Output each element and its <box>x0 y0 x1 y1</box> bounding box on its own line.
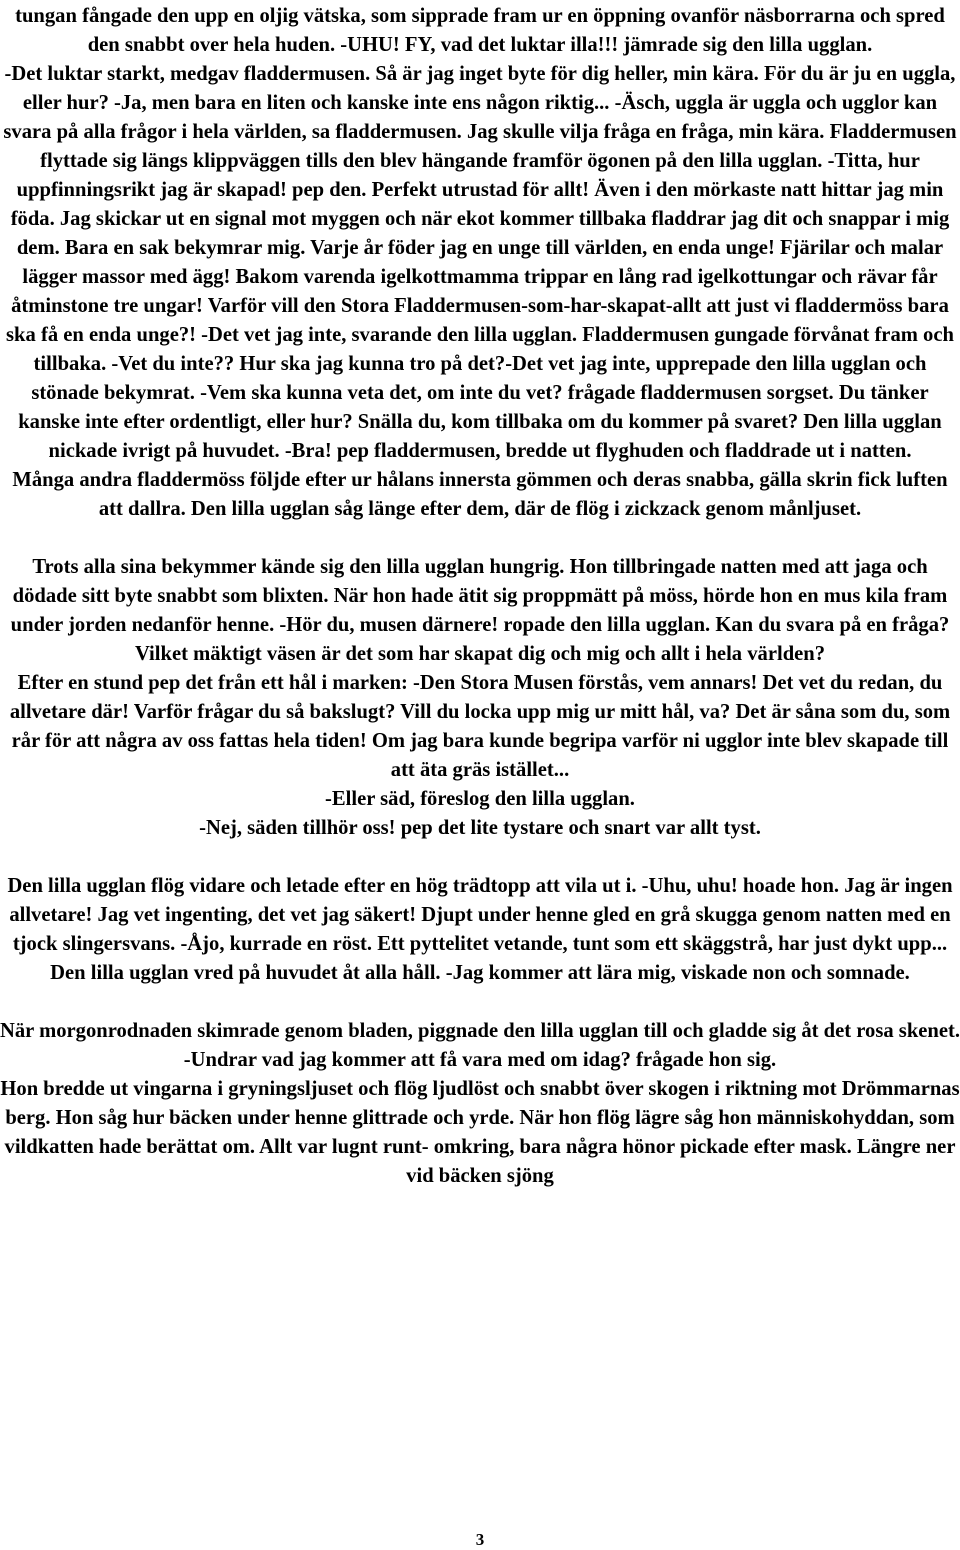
text-body <box>0 2 960 1191</box>
paragraph: Hon bredde ut vingarna i gryningsljuset och flög ljudlöst och snabbt över skogen i riktning mot Drömmarnas berg. Hon såg hur bäcken under henne glittrade och yrde. När hon flög lägre såg hon människohyddan, som vildkatten hade berättat om. Allt var lugnt runt- omkring, bara några hönor pickade efter mask. Längre ner vid bäcken sjöng <box>0 1078 960 1187</box>
paragraph: Den lilla ugglan flög vidare och letade efter en hög trädtopp att vila ut i. -Uhu, uhu! hoade hon. Jag är ingen allvetare! Jag vet ingenting, det vet jag säkert! Djupt under henne gled en grå skugga genom natten med en tjock slingersvans. -Åjo, kurrade en röst. Ett pyttelitet vetande, tunt som ett skäggstrå, har just dykt upp... Den lilla ugglan vred på huvudet åt alla håll. -Jag kommer att lära mig, viskade non och somnade. <box>7 875 953 984</box>
paragraph: Många andra fladdermöss följde efter ur hålans innersta gömmen och deras snabba, gälla skrin fick luften att dallra. Den lilla ugglan såg länge efter dem, där de flög i zickzack genom månljuset. <box>12 469 948 520</box>
paragraph: -Nej, säden tillhör oss! pep det lite tystare och snart var allt tyst. <box>199 817 761 839</box>
paragraph: Efter en stund pep det från ett hål i marken: -Den Stora Musen förstås, vem annars! Det vet du redan, du allvetare där! Varför frågar du så bakslugt? Vill du locka upp mig ur mitt hål, va? Det är såna som du, som rår för att några av oss fattas hela tiden! Om jag bara kunde begripa varför ni ugglor inte blev skapade till att äta gräs istället... <box>9 672 951 781</box>
paragraph: tungan fångade den upp en oljig vätska, som sipprade fram ur en öppning ovanför näsborrarna och spred den snabbt over hela huden. -UHU! FY, vad det luktar illa!!! jämrade sig den lilla ugglan. <box>15 5 945 56</box>
paragraph-gap <box>0 843 960 872</box>
paragraph: Trots alla sina bekymmer kände sig den lilla ugglan hungrig. Hon tillbringade natten med att jaga och dödade sitt byte snabbt som blixten. När hon hade ätit sig proppmätt på möss, hörde hon en mus kila fram under jorden nedanför henne. -Hör du, musen därnere! ropade den lilla ugglan. Kan du svara på en fråga? Vilket mäktigt väsen är det som har skapat dig och mig och allt i hela världen? <box>10 556 950 665</box>
paragraph: När morgonrodnaden skimrade genom bladen, piggnade den lilla ugglan till och gladde sig åt det rosa skenet. <box>0 1020 960 1042</box>
page-number: 3 <box>475 1530 485 1549</box>
paragraph: -Eller säd, föreslog den lilla ugglan. <box>325 788 635 810</box>
paragraph-gap <box>0 988 960 1017</box>
paragraph: -Det luktar starkt, medgav fladdermusen. Så är jag inget byte för dig heller, min kära. För du är ju en uggla, eller hur? -Ja, men bara en liten och kanske inte ens någon riktig... -Äsch, uggla är uggla och ugglor kan svara på alla frågor i hela världen, sa fladdermusen. Jag skulle vilja fråga en fråga, min kära. Fladdermusen flyttade sig längs klippväggen tills den blev hängande framför ögonen på den lilla ugglan. -Titta, hur uppfinningsrikt jag är skapad! pep den. Perfekt utrustad för allt! Även i den mörkaste natt hittar jag min föda. Jag skickar ut en signal mot myggen och när ekot kommer tillbaka fladdrar jag dit och snappar i mig dem. Bara en sak bekymrar mig. Varje år föder jag en unge till världen, en enda unge! Fjärilar och malar lägger massor med ägg! Bakom varenda igelkottmamma trippar en lång rad igelkottungar och rävar får åtminstone tre ungar! Varför vill den Stora Fladdermusen-som-har-skapat-allt att just vi fladdermöss bara ska få en enda unge?! -Det vet jag inte, svarande den lilla ugglan. Fladdermusen gungade förvånat fram och tillbaka. -Vet du inte?? Hur ska jag kunna tro på det?-Det vet jag inte, upprepade den lilla ugglan och stönade bekymrat. -Vem ska kunna veta det, om inte du vet? frågade fladdermusen sorgset. Du tänker kanske inte efter ordentligt, eller hur? Snälla du, kom tillbaka om du kommer på svaret? Den lilla ugglan nickade ivrigt på huvudet. -Bra! pep fladdermusen, bredde ut flyghuden och fladdrade ut i natten. <box>3 63 957 462</box>
paragraph-gap <box>0 524 960 553</box>
paragraph: -Undrar vad jag kommer att få vara med om idag? frågade hon sig. <box>183 1049 777 1071</box>
